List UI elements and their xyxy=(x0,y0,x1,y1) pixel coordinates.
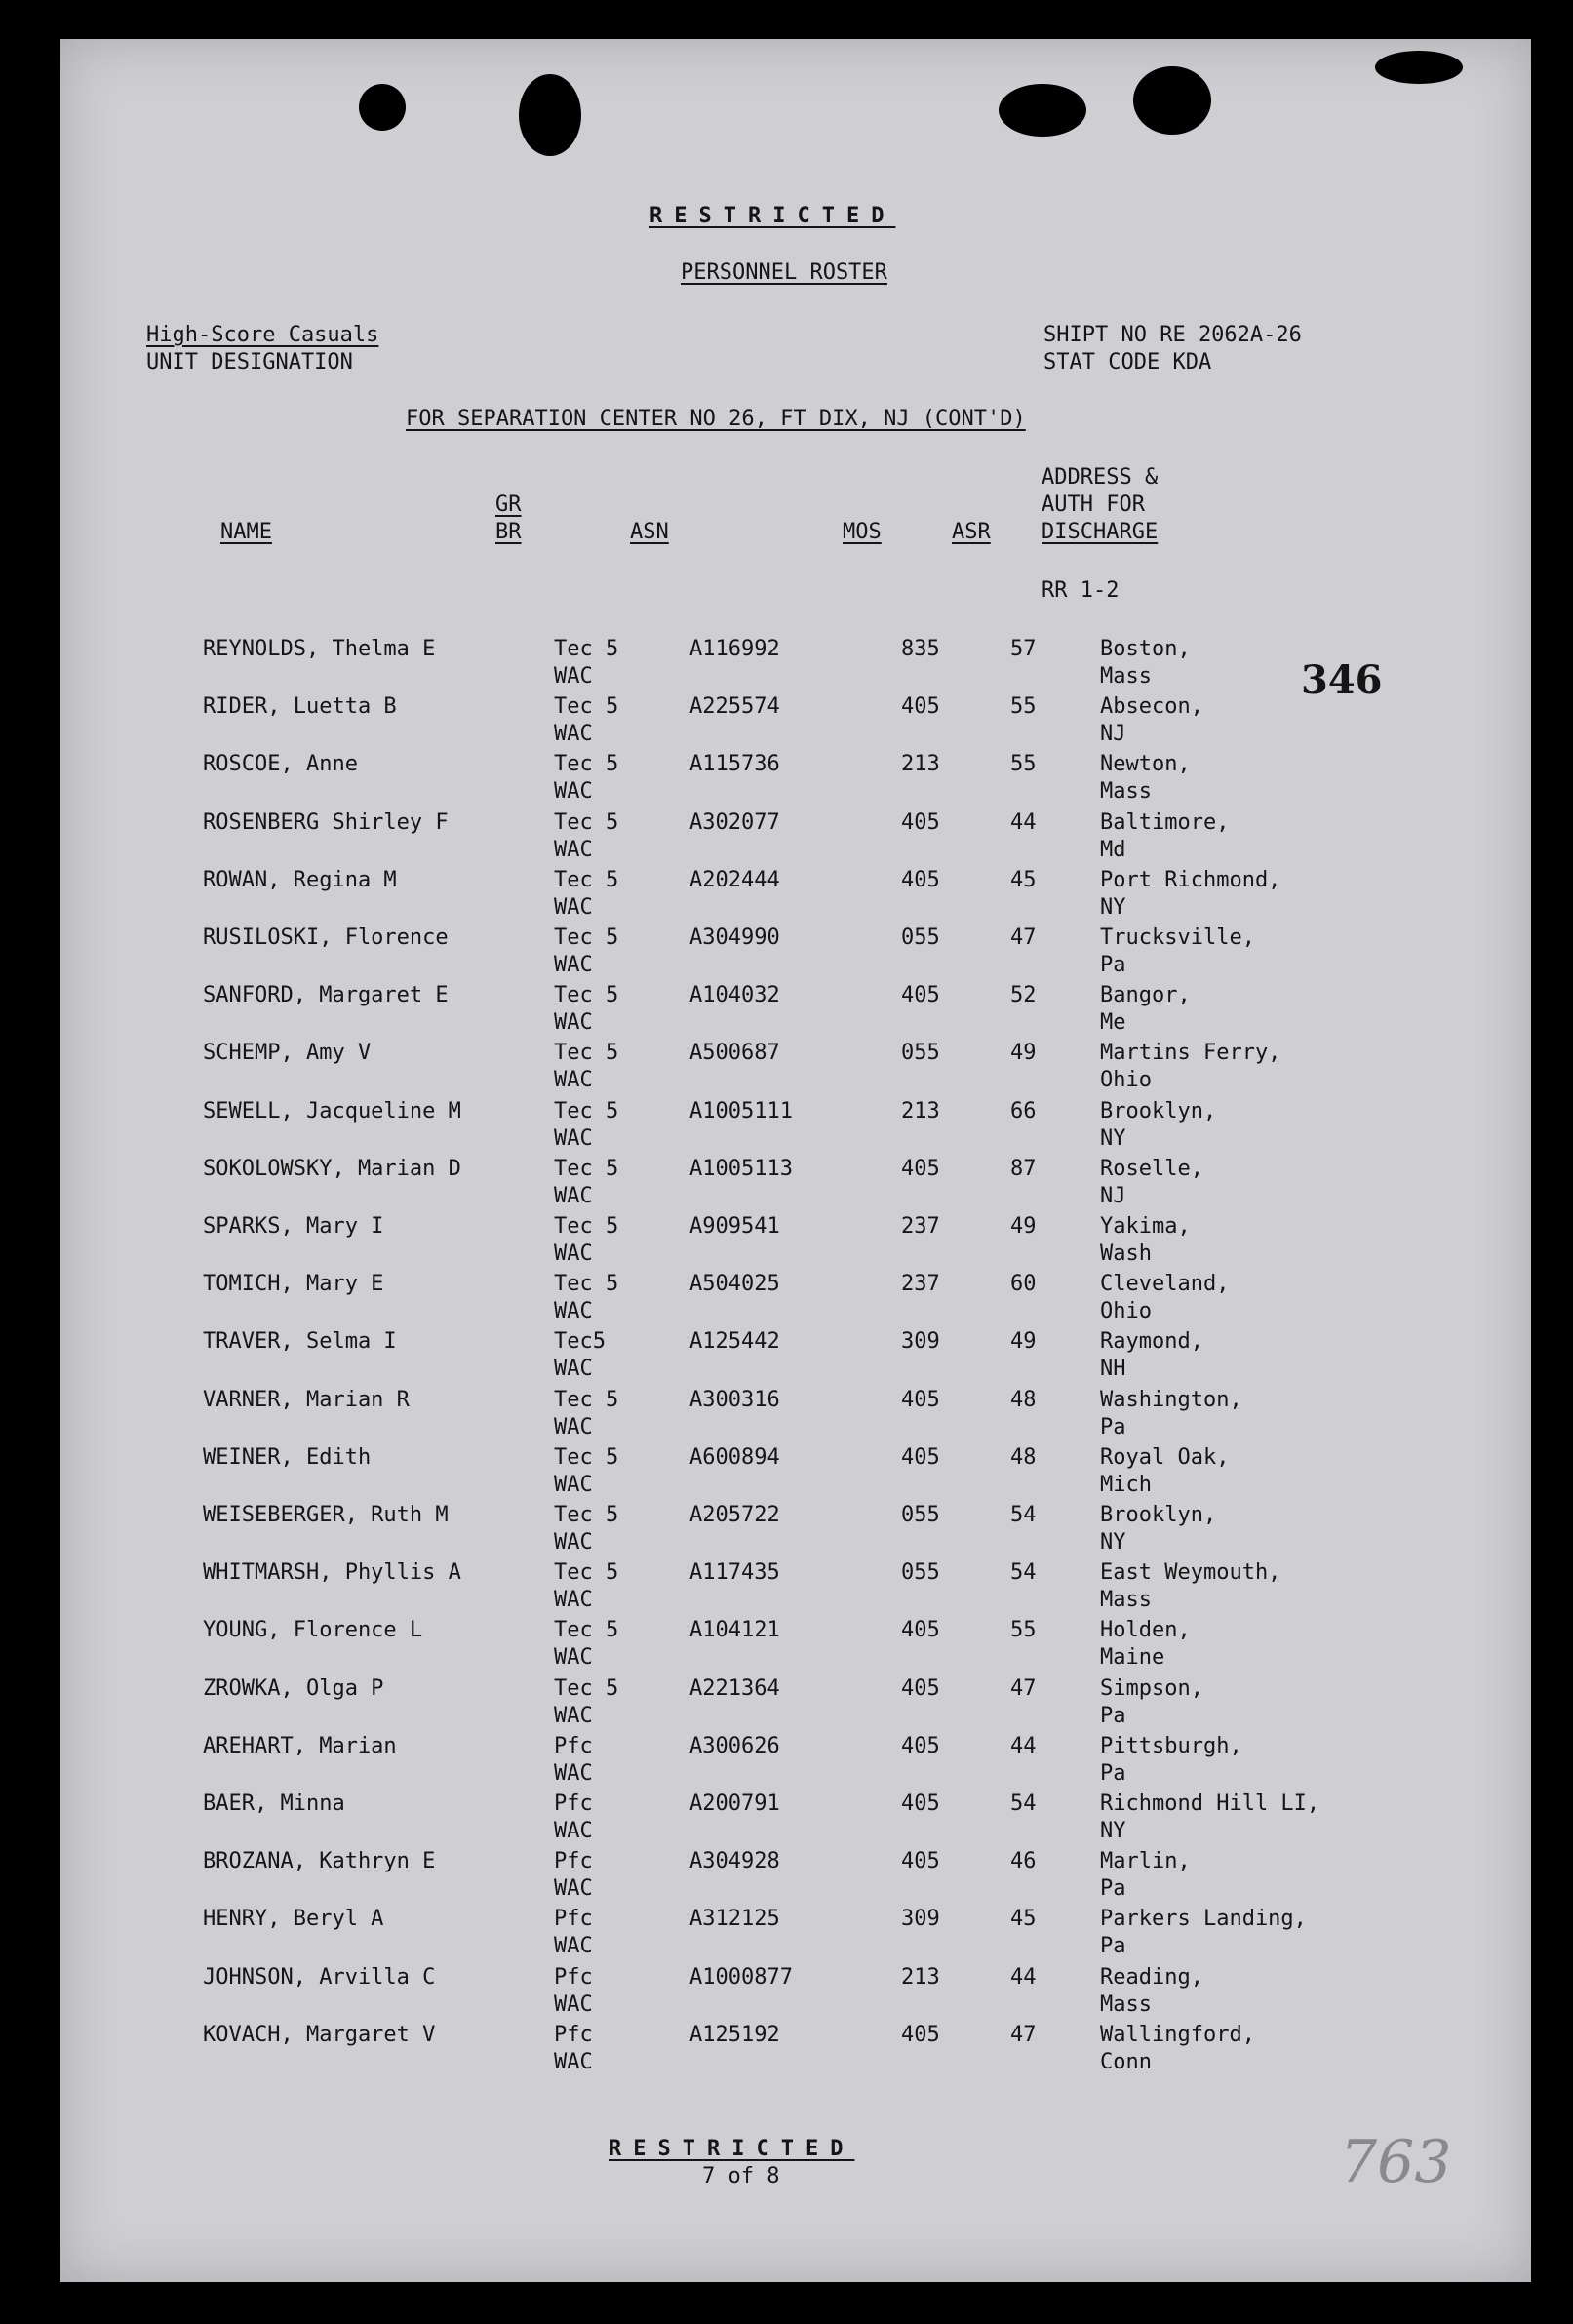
header-address-1: ADDRESS & xyxy=(1042,465,1159,490)
table-row xyxy=(60,1964,1531,2023)
soldier-asn: A1000877 xyxy=(689,1964,793,1989)
soldier-asr: 44 xyxy=(1010,809,1037,835)
soldier-asr: 55 xyxy=(1010,1618,1037,1643)
soldier-name: RIDER, Luetta B xyxy=(203,694,397,720)
soldier-state: NJ xyxy=(1100,722,1126,747)
soldier-mos: 405 xyxy=(901,983,940,1008)
soldier-name: RUSILOSKI, Florence xyxy=(203,926,449,950)
table-row xyxy=(60,1271,1531,1329)
classification-footer: RESTRICTED xyxy=(609,2137,855,2161)
punch-hole xyxy=(1375,51,1463,84)
soldier-mos: 405 xyxy=(901,2022,940,2047)
soldier-asr: 55 xyxy=(1010,694,1037,720)
soldier-name: SANFORD, Margaret E xyxy=(203,983,449,1008)
soldier-asn: A115736 xyxy=(689,752,780,777)
soldier-name: YOUNG, Florence L xyxy=(203,1618,423,1643)
header-asr: ASR xyxy=(952,520,991,544)
soldier-state: Pa xyxy=(1100,1414,1126,1439)
soldier-asn: A202444 xyxy=(689,867,780,892)
soldier-asr: 54 xyxy=(1010,1503,1037,1527)
soldier-name: JOHNSON, Arvilla C xyxy=(203,1964,436,1989)
handwritten-number: 763 xyxy=(1340,2128,1452,2196)
soldier-city: Washington, xyxy=(1100,1387,1242,1412)
soldier-city: Port Richmond, xyxy=(1100,867,1281,892)
table-row xyxy=(60,751,1531,809)
soldier-name: AREHART, Marian xyxy=(203,1733,397,1758)
soldier-grade: Tec 5 xyxy=(554,926,619,950)
soldier-asr: 54 xyxy=(1010,1560,1037,1586)
header-address-2: AUTH FOR xyxy=(1042,492,1145,517)
table-row xyxy=(60,1328,1531,1387)
soldier-branch: WAC xyxy=(554,779,593,805)
soldier-name: WHITMARSH, Phyllis A xyxy=(203,1560,461,1586)
soldier-asn: A125192 xyxy=(689,2022,780,2047)
soldier-grade: Tec 5 xyxy=(554,1560,619,1586)
soldier-branch: WAC xyxy=(554,1588,593,1613)
table-row xyxy=(60,982,1531,1041)
soldier-mos: 309 xyxy=(901,1907,940,1932)
soldier-state: Mass xyxy=(1100,779,1152,805)
soldier-city: Roselle, xyxy=(1100,1156,1203,1181)
soldier-city: Royal Oak, xyxy=(1100,1444,1230,1470)
discharge-authority: RR 1-2 xyxy=(1042,578,1120,603)
soldier-city: Trucksville, xyxy=(1100,926,1255,950)
soldier-name: ROWAN, Regina M xyxy=(203,867,397,892)
header-asn: ASN xyxy=(630,520,669,544)
soldier-asn: A304990 xyxy=(689,926,780,950)
roster-page xyxy=(60,39,1531,2282)
soldier-grade: Tec 5 xyxy=(554,1503,619,1527)
soldier-asn: A117435 xyxy=(689,1560,780,1586)
soldier-asr: 55 xyxy=(1010,752,1037,777)
soldier-asn: A205722 xyxy=(689,1503,780,1527)
soldier-asr: 48 xyxy=(1010,1387,1037,1412)
soldier-state: Pa xyxy=(1100,1703,1126,1728)
soldier-grade: Tec 5 xyxy=(554,867,619,892)
soldier-mos: 055 xyxy=(901,1503,940,1527)
table-row xyxy=(60,1387,1531,1445)
soldier-branch: WAC xyxy=(554,1530,593,1555)
soldier-branch: WAC xyxy=(554,2049,593,2074)
table-row xyxy=(60,1848,1531,1907)
soldier-state: Pa xyxy=(1100,1760,1126,1786)
soldier-city: East Weymouth, xyxy=(1100,1560,1281,1586)
soldier-name: KOVACH, Margaret V xyxy=(203,2022,436,2047)
soldier-state: Mass xyxy=(1100,1588,1152,1613)
header-address-3: DISCHARGE xyxy=(1042,520,1159,544)
soldier-mos: 405 xyxy=(901,694,940,720)
table-row xyxy=(60,693,1531,752)
soldier-mos: 405 xyxy=(901,1849,940,1874)
soldier-asr: 44 xyxy=(1010,1733,1037,1758)
soldier-city: Marlin, xyxy=(1100,1849,1191,1874)
soldier-asn: A504025 xyxy=(689,1272,780,1297)
soldier-grade: Pfc xyxy=(554,1733,593,1758)
soldier-city: Brooklyn, xyxy=(1100,1503,1217,1527)
soldier-name: HENRY, Beryl A xyxy=(203,1907,384,1932)
soldier-grade: Tec 5 xyxy=(554,1272,619,1297)
soldier-city: Yakima, xyxy=(1100,1214,1191,1239)
table-row xyxy=(60,1906,1531,1964)
soldier-state: Pa xyxy=(1100,1934,1126,1959)
soldier-mos: 405 xyxy=(901,867,940,892)
soldier-name: WEISEBERGER, Ruth M xyxy=(203,1503,449,1527)
soldier-grade: Tec 5 xyxy=(554,1156,619,1181)
soldier-mos: 055 xyxy=(901,1560,940,1586)
soldier-asn: A302077 xyxy=(689,809,780,835)
soldier-city: Richmond Hill LI, xyxy=(1100,1792,1320,1816)
soldier-state: Wash xyxy=(1100,1241,1152,1266)
soldier-branch: WAC xyxy=(554,1760,593,1786)
soldier-mos: 213 xyxy=(901,752,940,777)
header-mos: MOS xyxy=(843,520,882,544)
table-row xyxy=(60,1675,1531,1734)
soldier-name: ROSENBERG Shirley F xyxy=(203,809,449,835)
table-row xyxy=(60,925,1531,983)
stamped-number: 346 xyxy=(1301,657,1383,703)
soldier-grade: Pfc xyxy=(554,2022,593,2047)
soldier-mos: 055 xyxy=(901,926,940,950)
table-row xyxy=(60,867,1531,926)
table-row xyxy=(60,1098,1531,1157)
soldier-grade: Pfc xyxy=(554,1792,593,1816)
soldier-mos: 405 xyxy=(901,1444,940,1470)
soldier-grade: Tec 5 xyxy=(554,1618,619,1643)
soldier-city: Simpson, xyxy=(1100,1675,1203,1701)
soldier-branch: WAC xyxy=(554,1183,593,1208)
soldier-grade: Tec 5 xyxy=(554,752,619,777)
punch-hole xyxy=(359,84,406,131)
soldier-state: NY xyxy=(1100,1530,1126,1555)
soldier-state: Ohio xyxy=(1100,1299,1152,1324)
soldier-name: BAER, Minna xyxy=(203,1792,345,1816)
soldier-mos: 309 xyxy=(901,1329,940,1355)
soldier-city: Brooklyn, xyxy=(1100,1098,1217,1123)
soldier-grade: Tec 5 xyxy=(554,983,619,1008)
unit-name: High-Score Casuals xyxy=(146,323,379,347)
soldier-asr: 47 xyxy=(1010,1675,1037,1701)
soldier-name: SPARKS, Mary I xyxy=(203,1214,384,1239)
soldier-asr: 66 xyxy=(1010,1098,1037,1123)
soldier-city: Pittsburgh, xyxy=(1100,1733,1242,1758)
soldier-asn: A312125 xyxy=(689,1907,780,1932)
soldier-branch: WAC xyxy=(554,1991,593,2017)
table-row xyxy=(60,1559,1531,1618)
soldier-name: ROSCOE, Anne xyxy=(203,752,358,777)
soldier-branch: WAC xyxy=(554,1068,593,1093)
soldier-mos: 405 xyxy=(901,1733,940,1758)
soldier-name: ZROWKA, Olga P xyxy=(203,1675,384,1701)
soldier-mos: 835 xyxy=(901,637,940,661)
soldier-mos: 237 xyxy=(901,1272,940,1297)
soldier-asr: 60 xyxy=(1010,1272,1037,1297)
soldier-state: Pa xyxy=(1100,953,1126,977)
soldier-grade: Tec 5 xyxy=(554,1098,619,1123)
soldier-branch: WAC xyxy=(554,837,593,862)
soldier-branch: WAC xyxy=(554,1934,593,1959)
soldier-grade: Tec 5 xyxy=(554,694,619,720)
soldier-state: Ohio xyxy=(1100,1068,1152,1093)
soldier-asr: 49 xyxy=(1010,1214,1037,1239)
soldier-branch: WAC xyxy=(554,1241,593,1266)
soldier-city: Parkers Landing, xyxy=(1100,1907,1307,1932)
soldier-name: REYNOLDS, Thelma E xyxy=(203,637,436,661)
soldier-city: Martins Ferry, xyxy=(1100,1041,1281,1066)
soldier-state: Maine xyxy=(1100,1645,1165,1671)
soldier-state: NY xyxy=(1100,894,1126,920)
soldier-grade: Tec 5 xyxy=(554,637,619,661)
table-row xyxy=(60,1156,1531,1214)
soldier-asr: 44 xyxy=(1010,1964,1037,1989)
soldier-asn: A300626 xyxy=(689,1733,780,1758)
soldier-asr: 54 xyxy=(1010,1792,1037,1816)
soldier-mos: 405 xyxy=(901,1792,940,1816)
soldier-mos: 237 xyxy=(901,1214,940,1239)
punch-hole xyxy=(999,84,1086,137)
soldier-asn: A104032 xyxy=(689,983,780,1008)
soldier-branch: WAC xyxy=(554,1414,593,1439)
soldier-state: Mass xyxy=(1100,664,1152,689)
stat-code: STAT CODE KDA xyxy=(1043,350,1212,374)
soldier-state: Mass xyxy=(1100,1991,1152,2017)
soldier-asn: A600894 xyxy=(689,1444,780,1470)
soldier-branch: WAC xyxy=(554,1645,593,1671)
soldier-asn: A1005111 xyxy=(689,1098,793,1123)
roster-title: PERSONNEL ROSTER xyxy=(681,260,887,285)
soldier-grade: Pfc xyxy=(554,1964,593,1989)
soldier-grade: Pfc xyxy=(554,1907,593,1932)
soldier-grade: Tec 5 xyxy=(554,1387,619,1412)
soldier-asr: 47 xyxy=(1010,2022,1037,2047)
soldier-state: NJ xyxy=(1100,1183,1126,1208)
soldier-mos: 405 xyxy=(901,1618,940,1643)
table-row xyxy=(60,809,1531,868)
soldier-asr: 48 xyxy=(1010,1444,1037,1470)
soldier-name: TOMICH, Mary E xyxy=(203,1272,384,1297)
soldier-asr: 49 xyxy=(1010,1329,1037,1355)
shipment-number: SHIPT NO RE 2062A-26 xyxy=(1043,323,1302,347)
soldier-city: Raymond, xyxy=(1100,1329,1203,1355)
soldier-asn: A1005113 xyxy=(689,1156,793,1181)
soldier-state: NH xyxy=(1100,1357,1126,1382)
soldier-asn: A300316 xyxy=(689,1387,780,1412)
soldier-asn: A909541 xyxy=(689,1214,780,1239)
soldier-name: VARNER, Marian R xyxy=(203,1387,410,1412)
soldier-branch: WAC xyxy=(554,894,593,920)
soldier-asr: 47 xyxy=(1010,926,1037,950)
soldier-branch: WAC xyxy=(554,1819,593,1843)
soldier-city: Cleveland, xyxy=(1100,1272,1230,1297)
soldier-grade: Tec 5 xyxy=(554,1675,619,1701)
soldier-branch: WAC xyxy=(554,953,593,977)
table-row xyxy=(60,1502,1531,1560)
soldier-city: Newton, xyxy=(1100,752,1191,777)
soldier-asn: A200791 xyxy=(689,1792,780,1816)
soldier-state: Md xyxy=(1100,837,1126,862)
header-grade-1: GR xyxy=(495,492,522,517)
soldier-grade: Pfc xyxy=(554,1849,593,1874)
header-name: NAME xyxy=(220,520,272,544)
soldier-name: BROZANA, Kathryn E xyxy=(203,1849,436,1874)
soldier-city: Absecon, xyxy=(1100,694,1203,720)
soldier-asn: A304928 xyxy=(689,1849,780,1874)
soldier-asr: 57 xyxy=(1010,637,1037,661)
table-row xyxy=(60,2022,1531,2080)
soldier-asn: A116992 xyxy=(689,637,780,661)
soldier-asr: 45 xyxy=(1010,1907,1037,1932)
soldier-asn: A104121 xyxy=(689,1618,780,1643)
page-number: 7 of 8 xyxy=(702,2164,780,2188)
soldier-state: NY xyxy=(1100,1125,1126,1151)
soldier-state: Conn xyxy=(1100,2049,1152,2074)
soldier-name: SEWELL, Jacqueline M xyxy=(203,1098,461,1123)
soldier-mos: 213 xyxy=(901,1098,940,1123)
soldier-grade: Tec 5 xyxy=(554,1444,619,1470)
header-grade-2: BR xyxy=(495,520,522,544)
unit-designation-label: UNIT DESIGNATION xyxy=(146,350,353,374)
soldier-name: TRAVER, Selma I xyxy=(203,1329,397,1355)
soldier-branch: WAC xyxy=(554,1299,593,1324)
soldier-asr: 45 xyxy=(1010,867,1037,892)
soldier-city: Reading, xyxy=(1100,1964,1203,1989)
soldier-city: Baltimore, xyxy=(1100,809,1230,835)
soldier-branch: WAC xyxy=(554,1876,593,1902)
soldier-mos: 405 xyxy=(901,1675,940,1701)
table-row xyxy=(60,1733,1531,1792)
soldier-state: NY xyxy=(1100,1819,1126,1843)
table-row xyxy=(60,636,1531,694)
soldier-asn: A225574 xyxy=(689,694,780,720)
soldier-grade: Tec 5 xyxy=(554,809,619,835)
soldier-city: Bangor, xyxy=(1100,983,1191,1008)
table-row xyxy=(60,1213,1531,1272)
soldier-state: Pa xyxy=(1100,1876,1126,1902)
soldier-asn: A221364 xyxy=(689,1675,780,1701)
table-row xyxy=(60,1617,1531,1675)
soldier-branch: WAC xyxy=(554,1703,593,1728)
soldier-asr: 49 xyxy=(1010,1041,1037,1066)
soldier-branch: WAC xyxy=(554,664,593,689)
soldier-asn: A500687 xyxy=(689,1041,780,1066)
soldier-asr: 46 xyxy=(1010,1849,1037,1874)
soldier-city: Wallingford, xyxy=(1100,2022,1255,2047)
soldier-grade: Tec5 xyxy=(554,1329,606,1355)
classification-header: RESTRICTED xyxy=(649,204,896,228)
table-row xyxy=(60,1040,1531,1098)
soldier-mos: 405 xyxy=(901,1387,940,1412)
soldier-mos: 213 xyxy=(901,1964,940,1989)
table-row xyxy=(60,1444,1531,1503)
soldier-grade: Tec 5 xyxy=(554,1041,619,1066)
soldier-city: Holden, xyxy=(1100,1618,1191,1643)
soldier-name: SCHEMP, Amy V xyxy=(203,1041,372,1066)
soldier-mos: 055 xyxy=(901,1041,940,1066)
soldier-grade: Tec 5 xyxy=(554,1214,619,1239)
destination-line: FOR SEPARATION CENTER NO 26, FT DIX, NJ (CONT'D) xyxy=(406,407,1026,431)
soldier-name: WEINER, Edith xyxy=(203,1444,372,1470)
punch-hole xyxy=(519,74,581,156)
soldier-branch: WAC xyxy=(554,1357,593,1382)
soldier-branch: WAC xyxy=(554,1010,593,1036)
soldier-asn: A125442 xyxy=(689,1329,780,1355)
soldier-state: Me xyxy=(1100,1010,1126,1036)
soldier-branch: WAC xyxy=(554,1125,593,1151)
soldier-state: Mich xyxy=(1100,1472,1152,1497)
soldier-branch: WAC xyxy=(554,722,593,747)
table-row xyxy=(60,1791,1531,1849)
soldier-asr: 52 xyxy=(1010,983,1037,1008)
punch-hole xyxy=(1133,66,1211,135)
soldier-city: Boston, xyxy=(1100,637,1191,661)
soldier-asr: 87 xyxy=(1010,1156,1037,1181)
soldier-mos: 405 xyxy=(901,1156,940,1181)
soldier-branch: WAC xyxy=(554,1472,593,1497)
soldier-name: SOKOLOWSKY, Marian D xyxy=(203,1156,461,1181)
soldier-mos: 405 xyxy=(901,809,940,835)
